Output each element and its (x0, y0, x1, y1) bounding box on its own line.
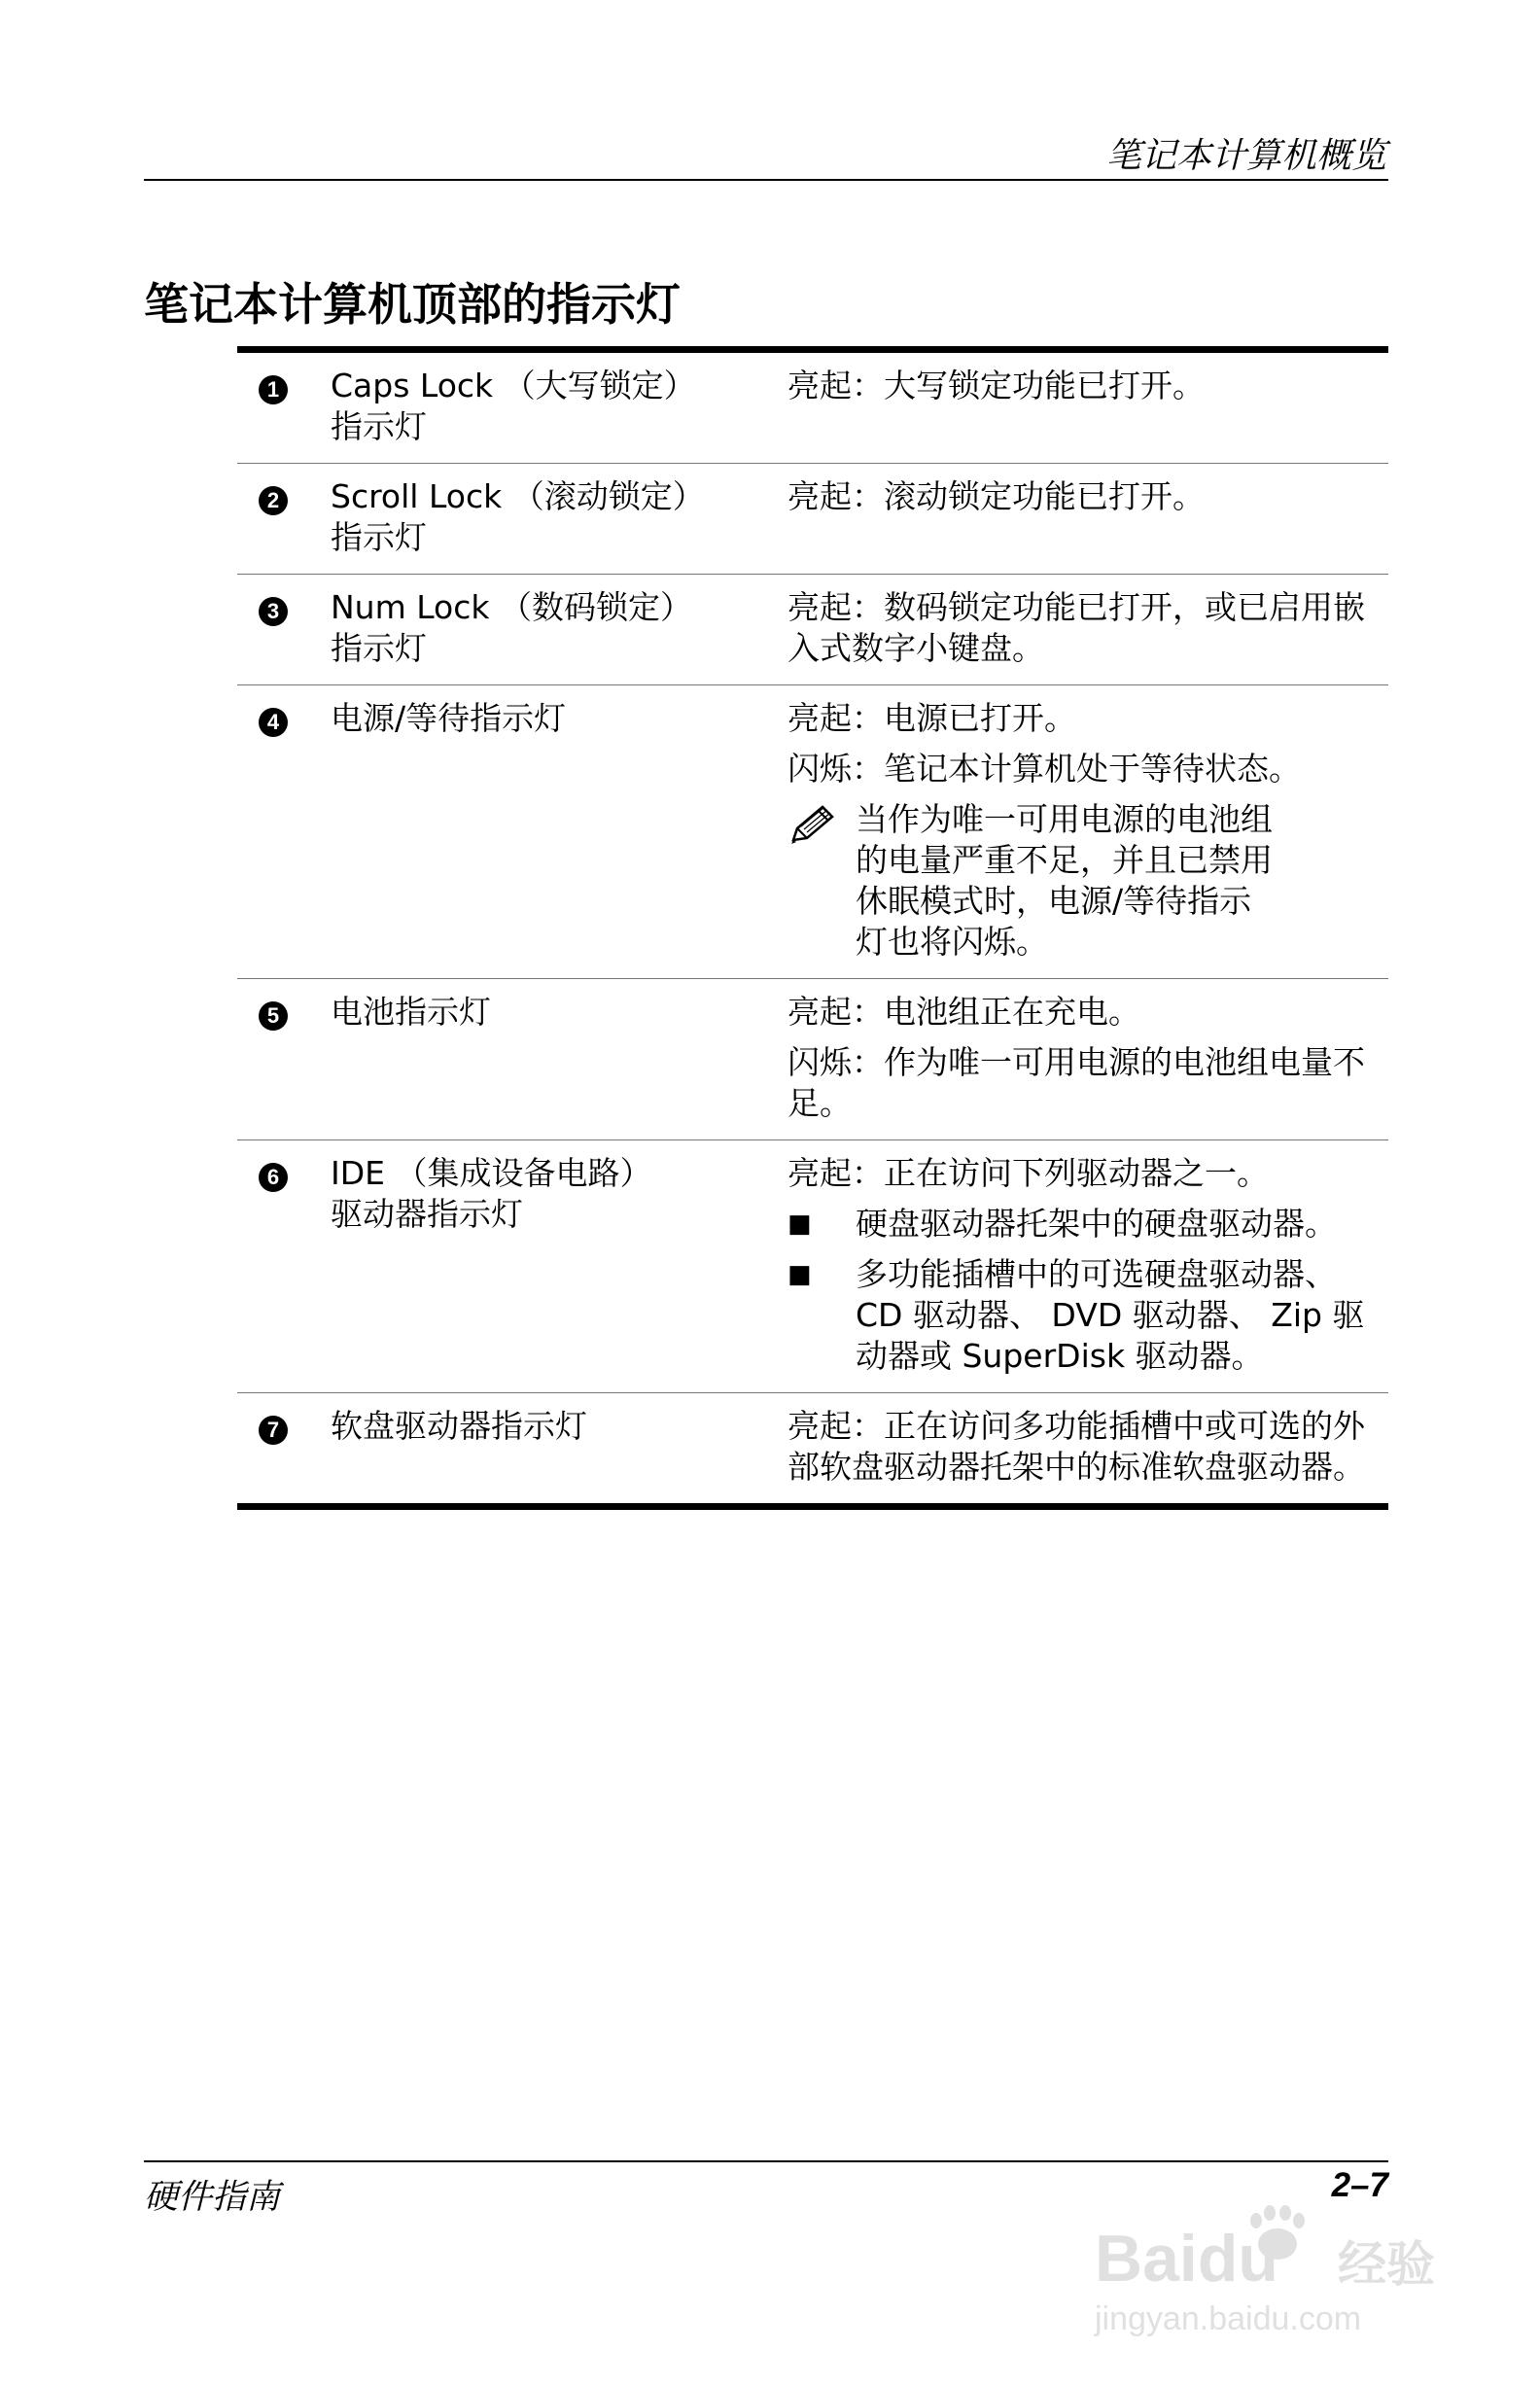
description-line: 闪烁：作为唯一可用电源的电池组电量不足。 (788, 1043, 1365, 1122)
callout-cell (237, 992, 331, 1033)
callout-cell (237, 587, 331, 628)
note-text: 当作为唯一可用电源的电池组的电量严重不足，并且已禁用休眠模式时，电源/等待指示灯也将闪烁。 (856, 800, 1273, 961)
bullet-text: 多功能插槽中的可选硬盘驱动器、CD 驱动器、 DVD 驱动器、 Zip 驱动器或 SuperDisk 驱动器。 (856, 1255, 1365, 1375)
callout-cell (237, 476, 331, 517)
callout-number-icon: 2 (259, 486, 288, 515)
indicator-description (788, 698, 1388, 963)
baidu-watermark-logo (1075, 2135, 1445, 2349)
header-rule (144, 179, 1388, 181)
square-bullet-icon: ■ (788, 1210, 812, 1239)
table-row (237, 1139, 1388, 1392)
description-line: 闪烁：笔记本计算机处于等待状态。 (788, 750, 1301, 788)
bullet-item (788, 1204, 1365, 1245)
table-row (237, 353, 1388, 463)
table-row (237, 978, 1388, 1139)
description-line: 亮起：数码锁定功能已打开，或已启用嵌入式数字小键盘。 (788, 588, 1365, 667)
indicator-description (788, 992, 1388, 1124)
indicator-name: 电源/等待指示灯 (331, 699, 567, 737)
callout-cell (237, 366, 331, 406)
running-header: 笔记本计算机概览 (1105, 136, 1386, 176)
indicator-description (788, 1406, 1388, 1488)
indicator-description (788, 587, 1388, 669)
description-line: 亮起：电源已打开。 (788, 699, 1076, 737)
callout-number-icon: 1 (259, 375, 288, 404)
callout-cell (237, 1153, 331, 1194)
indicator-name: 软盘驱动器指示灯 (331, 1407, 587, 1445)
watermark-url: jingyan.baidu.com (1095, 2300, 1362, 2337)
callout-cell (237, 698, 331, 739)
bullet-text: 硬盘驱动器托架中的硬盘驱动器。 (856, 1205, 1337, 1243)
description-line: 亮起：大写锁定功能已打开。 (788, 367, 1205, 404)
description-line: 亮起：电池组正在充电。 (788, 993, 1140, 1031)
footer-book-title: 硬件指南 (144, 2178, 281, 2217)
indicator-name: 电池指示灯 (331, 993, 491, 1031)
indicator-description (788, 366, 1388, 406)
page-number: 2–7 (1331, 2166, 1388, 2204)
description-line: 亮起：正在访问下列驱动器之一。 (788, 1154, 1269, 1192)
callout-number-icon: 5 (259, 1001, 288, 1031)
square-bullet-icon: ■ (788, 1260, 812, 1289)
description-line: 亮起：正在访问多功能插槽中或可选的外部软盘驱动器托架中的标准软盘驱动器。 (788, 1407, 1365, 1486)
bullet-item (788, 1254, 1365, 1377)
watermark-product: 经验 (1338, 2237, 1435, 2292)
callout-number-icon: 4 (259, 708, 288, 737)
table-row (237, 1392, 1388, 1503)
callout-number-icon: 7 (259, 1416, 288, 1445)
watermark-brand: Baidu (1095, 2222, 1278, 2296)
callout-number-icon: 6 (259, 1163, 288, 1192)
indicator-table (237, 346, 1388, 1510)
table-row (237, 574, 1388, 684)
section-heading: 笔记本计算机顶部的指示灯 (144, 278, 681, 331)
indicator-name: Scroll Lock （滚动锁定） 指示灯 (331, 477, 705, 556)
callout-cell (237, 1406, 331, 1447)
indicator-name: Num Lock （数码锁定） 指示灯 (331, 588, 692, 667)
indicator-description (788, 476, 1388, 517)
description-line: 亮起：滚动锁定功能已打开。 (788, 477, 1205, 515)
pencil-note-icon (788, 799, 856, 856)
table-row (237, 684, 1388, 978)
table-row (237, 463, 1388, 574)
indicator-name: IDE （集成设备电路） 驱动器指示灯 (331, 1154, 652, 1233)
callout-number-icon: 3 (259, 597, 288, 626)
indicator-name: Caps Lock （大写锁定） 指示灯 (331, 367, 696, 445)
note (788, 799, 1365, 963)
indicator-description (788, 1153, 1388, 1377)
